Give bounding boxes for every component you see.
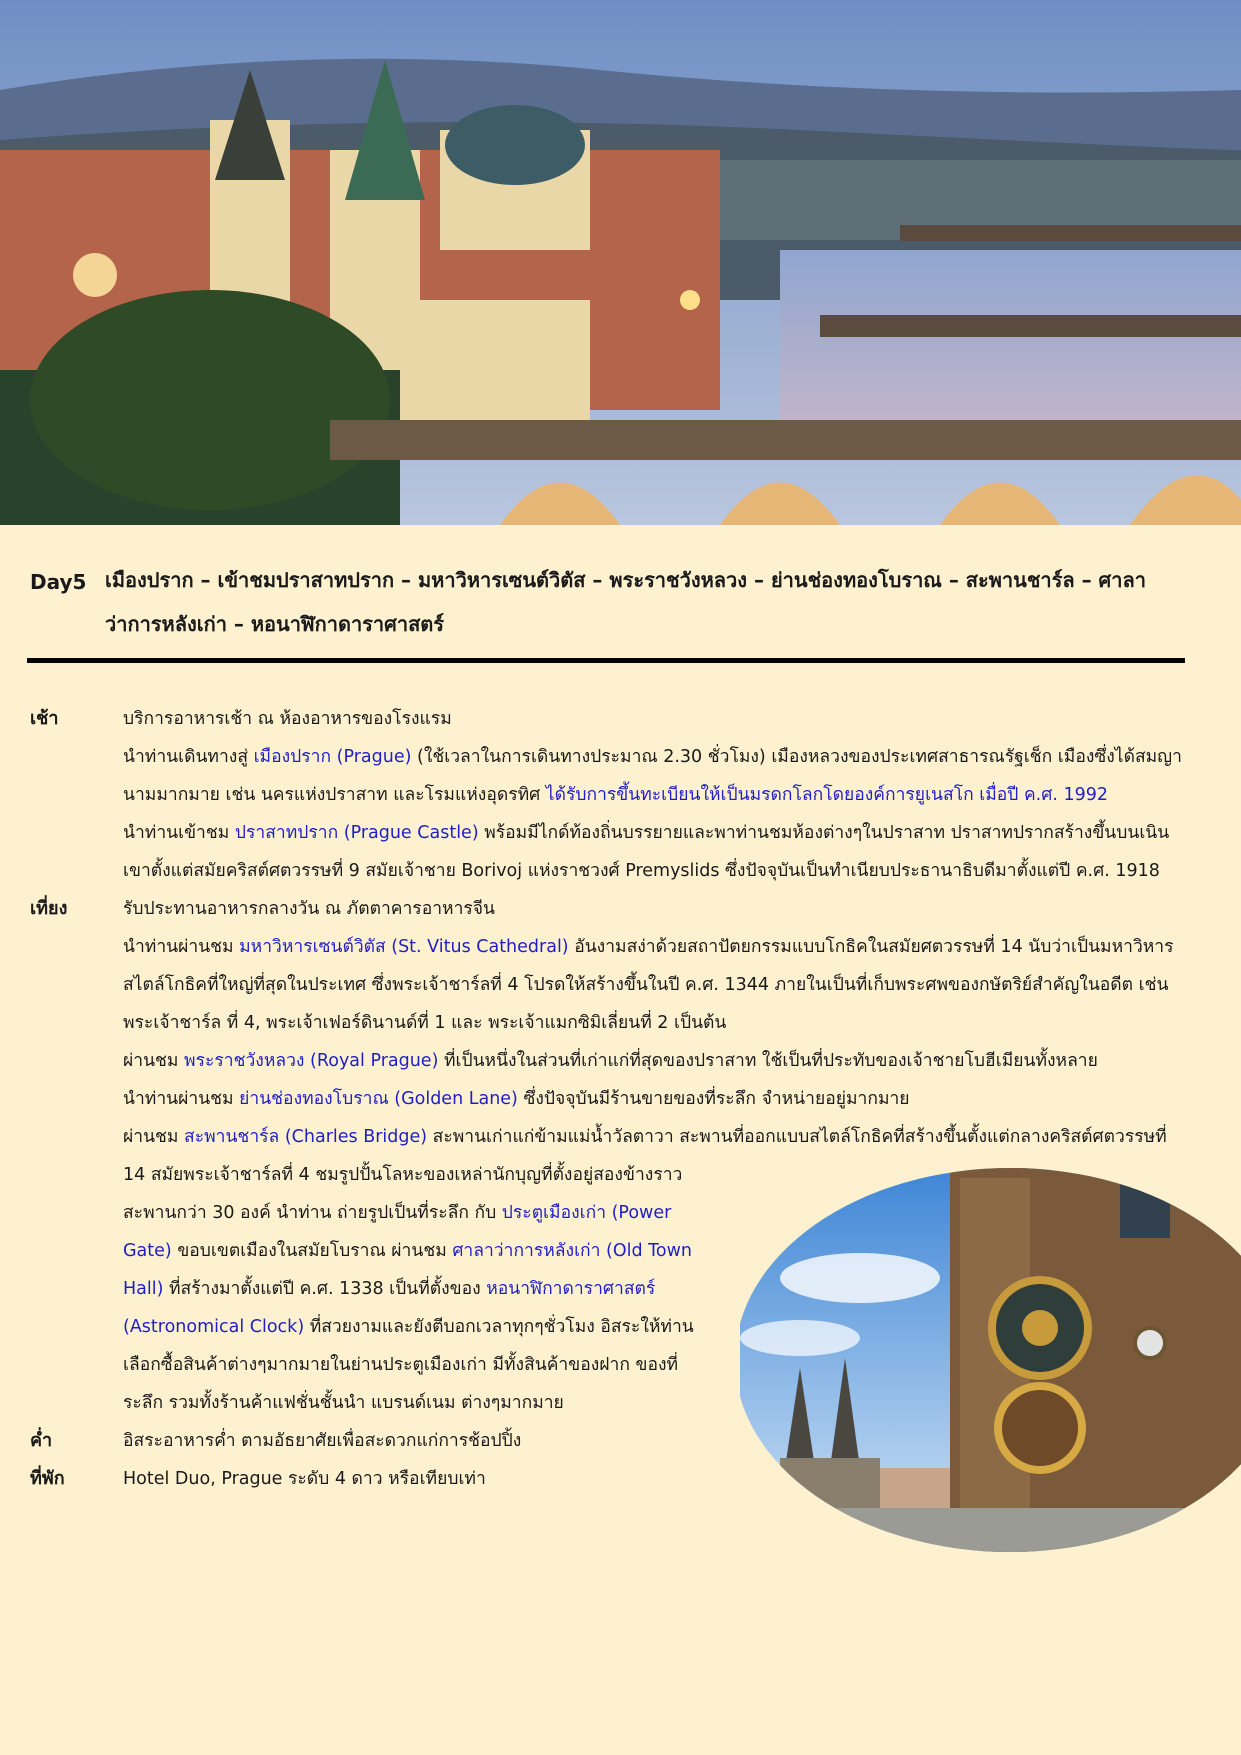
itinerary-line: นำท่านเดินทางสู่ เมืองปราก (Prague) (ใช้เวลาในการเดินทางประมาณ 2.30 ชั่วโมง) เมืองหลวงของประเทศสาธารณรัฐเช็ก เมืองซึ่งได้สมญา: [123, 747, 1182, 767]
itinerary-line: ผ่านชม สะพานชาร์ล (Charles Bridge) สะพานเก่าแก่ข้ามแม่น้ำวัลตาวา สะพานที่ออกแบบสไตล์โกธิคที่สร้างขึ้นตั้งแต่กลางคริสต์ศตวรรษที่: [123, 1127, 1167, 1147]
itinerary-line: Hotel Duo, Prague ระดับ 4 ดาว หรือเทียบเท่า: [123, 1469, 486, 1489]
itinerary-line: เขาตั้งแต่สมัยคริสต์ศตวรรษที่ 9 สมัยเจ้าชาย Borivoj แห่งราชวงศ์ Premyslids ซึ่งปัจจุบันเป็นทำเนียบประธานาธิบดีมาตั้งแต่ปี ค.ศ. 1918: [123, 861, 1160, 881]
itinerary-line: Gate) ขอบเขตเมืองในสมัยโบราณ ผ่านชม ศาลาว่าการหลังเก่า (Old Town: [123, 1241, 693, 1261]
place-charles-bridge: สะพานชาร์ล (Charles Bridge): [184, 1127, 428, 1147]
meal-label-breakfast: เช้า: [30, 708, 59, 729]
itinerary-line: สะพานกว่า 30 องค์ นำท่าน ถ่ายรูปเป็นที่ระลึก กับ ประตูเมืองเก่า (Power: [123, 1203, 672, 1223]
itinerary-line: นำท่านผ่านชม ย่านช่องทองโบราณ (Golden Lane) ซึ่งปัจจุบันมีร้านขายของที่ระลึก จำหน่ายอยู่มากมาย: [123, 1089, 910, 1109]
itinerary-line: 14 สมัยพระเจ้าชาร์ลที่ 4 ชมรูปปั้นโลหะของเหล่านักบุญที่ตั้งอยู่สองข้างราว: [123, 1165, 683, 1185]
header-rule: [27, 658, 1185, 663]
itinerary-line: สไตล์โกธิคที่ใหญ่ที่สุดในประเทศ ซึ่งพระเจ้าชาร์ลที่ 4 โปรดให้สร้างขึ้นในปี ค.ศ. 1344 ภายในเป็นที่เก็บพระศพของกษัตริย์สำคัญในอดีต เช่น: [123, 975, 1169, 995]
itinerary-line: พระเจ้าชาร์ล ที่ 4, พระเจ้าเฟอร์ดินานด์ที่ 1 และ พระเจ้าแมกซิมิเลี่ยนที่ 2 เป็นต้น: [123, 1013, 727, 1033]
meal-label-lunch: เที่ยง: [30, 898, 68, 919]
itinerary-line: ระลึก รวมทั้งร้านค้าแฟชั่นชั้นนำ แบรนด์เนม ต่างๆมากมาย: [123, 1393, 564, 1413]
place-power-gate: ประตูเมืองเก่า (Power: [501, 1203, 672, 1223]
day-label: Day5: [30, 570, 87, 594]
itinerary-line: นำท่านเข้าชม ปราสาทปราก (Prague Castle) พร้อมมีไกด์ท้องถิ่นบรรยายและพาท่านชมห้องต่างๆในปราสาท ปราสาทปรากสร้างขึ้นบนเนิน: [123, 823, 1170, 843]
place-st-vitus: มหาวิหารเซนต์วิตัส (St. Vitus Cathedral): [239, 937, 569, 957]
itinerary-line: Hall) ที่สร้างมาตั้งแต่ปี ค.ศ. 1338 เป็นที่ตั้งของ หอนาฬิกาดาราศาสตร์: [123, 1279, 656, 1299]
itinerary-line: เลือกซื้อสินค้าต่างๆมากมายในย่านประตูเมืองเก่า มีทั้งสินค้าของฝาก ของที่: [123, 1355, 679, 1375]
itinerary-line: ผ่านชม พระราชวังหลวง (Royal Prague) ที่เป็นหนึ่งในส่วนที่เก่าแก่ที่สุดของปราสาท ใช้เป็นที่ประทับของเจ้าชายโบฮีเมียนทั้งหลาย: [123, 1051, 1098, 1071]
itinerary-line: รับประทานอาหารกลางวัน ณ ภัตตาคารอาหารจีน: [123, 899, 496, 919]
place-royal-palace: พระราชวังหลวง (Royal Prague): [184, 1051, 439, 1071]
itinerary-line: นำท่านผ่านชม มหาวิหารเซนต์วิตัส (St. Vitus Cathedral) อันงามสง่าด้วยสถาปัตยกรรมแบบโกธิคในสมัยศตวรรษที่ 14 นับว่าเป็นมหาวิหาร: [123, 937, 1174, 957]
itinerary-line: นามมากมาย เช่น นครแห่งปราสาท และโรมแห่งอุดรทิศ ได้รับการขึ้นทะเบียนให้เป็นมรดกโลกโดยองค์การยูเนสโก เมื่อปี ค.ศ. 1992: [123, 785, 1108, 805]
place-prague: เมืองปราก (Prague): [253, 747, 412, 767]
itinerary-line: (Astronomical Clock) ที่สวยงามและยังตีบอกเวลาทุกๆชั่วโมง อิสระให้ท่าน: [123, 1317, 694, 1337]
day-title: เมืองปราก – เข้าชมปราสาทปราก – มหาวิหารเซนต์วิตัส – พระราชวังหลวง – ย่านช่องทองโบราณ – สะพานชาร์ล – ศาลาว่าการหลังเก่า – หอนาฬิกาดาราศาสตร์: [105, 568, 1146, 636]
meal-label-dinner: ค่ำ: [30, 1430, 53, 1451]
place-prague-castle: ปราสาทปราก (Prague Castle): [234, 823, 479, 843]
itinerary-line: บริการอาหารเช้า ณ ห้องอาหารของโรงแรม: [123, 709, 452, 729]
meal-label-hotel: ที่พัก: [30, 1468, 65, 1489]
place-old-town-hall: ศาลาว่าการหลังเก่า (Old Town: [452, 1241, 693, 1261]
unesco-note: ได้รับการขึ้นทะเบียนให้เป็นมรดกโลกโดยองค์การยูเนสโก เมื่อปี ค.ศ. 1992: [545, 785, 1108, 805]
itinerary-line: อิสระอาหารค่ำ ตามอัธยาศัยเพื่อสะดวกแก่การช้อปปิ้ง: [123, 1431, 522, 1451]
hero-photo-prague: [0, 0, 1241, 525]
photo-old-town-clock: [740, 1168, 1241, 1553]
place-astronomical-clock: หอนาฬิกาดาราศาสตร์: [486, 1279, 656, 1299]
place-golden-lane: ย่านช่องทองโบราณ (Golden Lane): [239, 1089, 518, 1109]
